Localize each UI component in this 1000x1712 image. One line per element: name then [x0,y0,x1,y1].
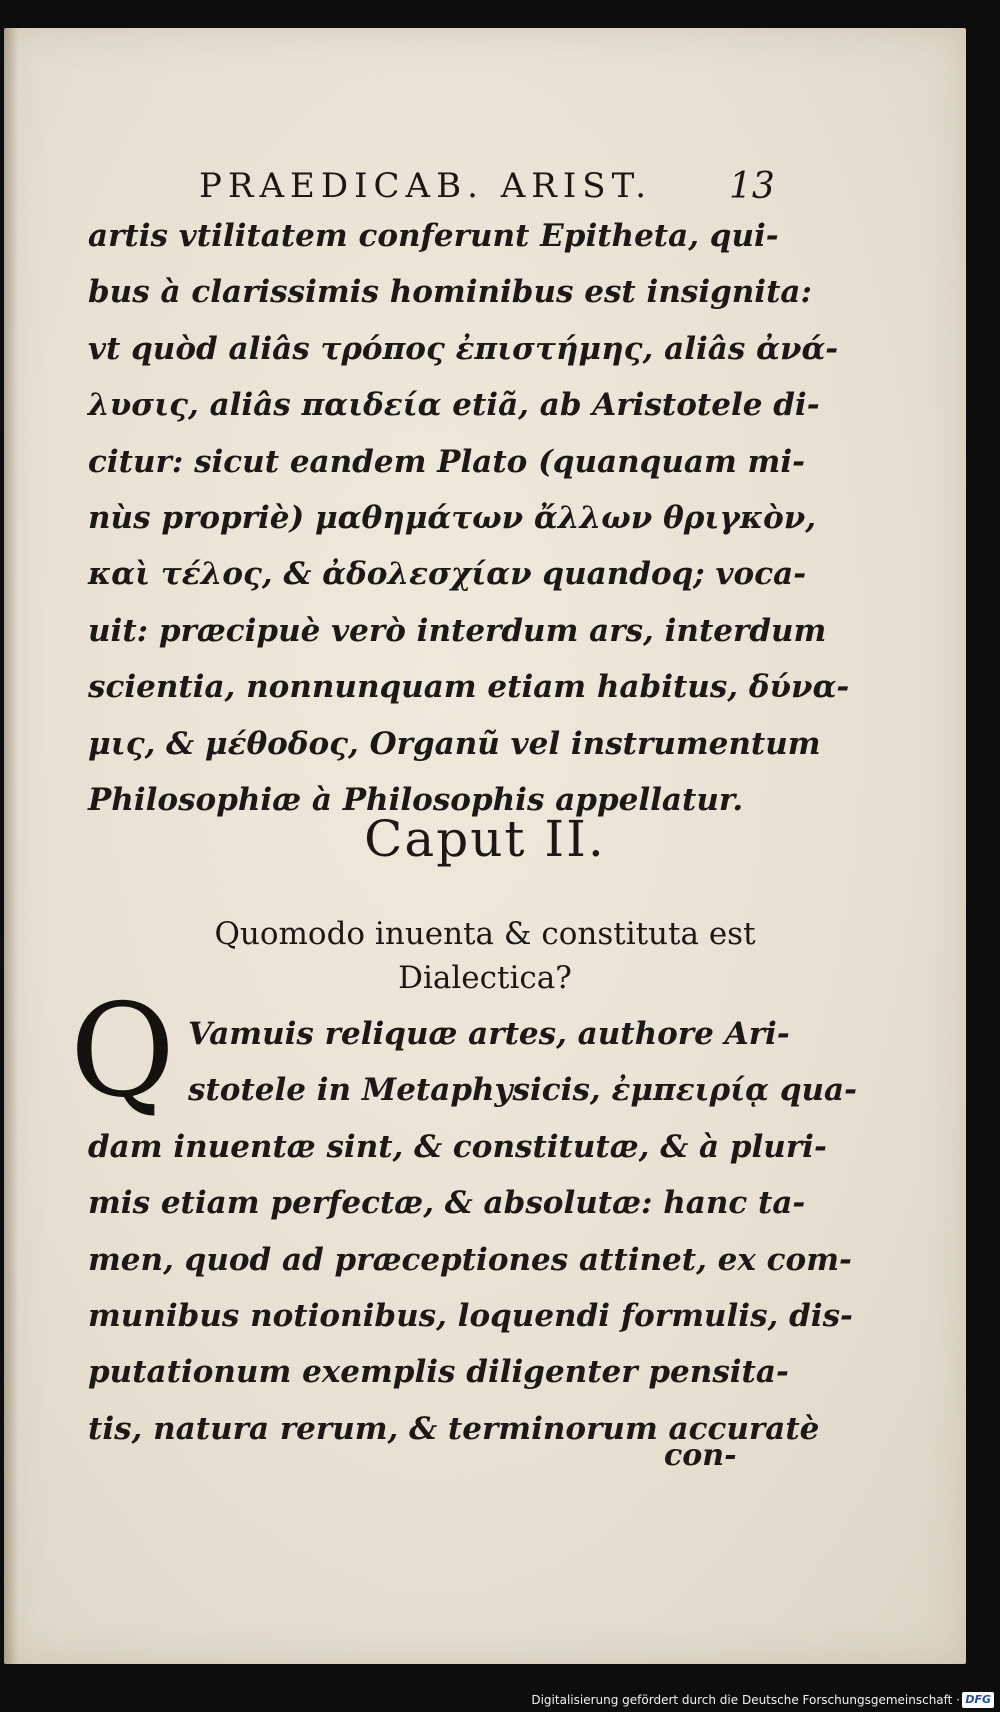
catchword: con- [664,1438,737,1473]
text-line: munibus notionibus, loquendi formulis, dis- [88,1297,853,1334]
text-line: mis etiam perfectæ, & absolutæ: hanc ta- [88,1185,806,1222]
drop-cap: Q [70,977,175,1126]
chapter-heading: Caput II. [364,810,606,868]
text-line: tis, natura rerum, & terminorum accuratè [88,1410,820,1447]
text-line: scientia, nonnunquam etiam habitus, δύνα- [88,669,850,706]
text-line: citur: sicut eandem Plato (quanquam mi- [88,443,805,480]
text-line: men, quod ad præceptiones attinet, ex com- [88,1241,852,1278]
text-line: λυσις, aliâs παιδεία etiã, ab Aristotele di- [88,387,820,424]
footer-credit: Digitalisierung gefördert durch die Deutsche Forschungsgemeinschaft · [531,1693,960,1707]
page-number: 13 [729,166,775,207]
text-line: artis vtilitatem conferunt Epitheta, qui- [88,218,779,254]
text-line: putationum exemplis diligenter pensita- [88,1354,789,1391]
running-title: PRAEDICAB. ARIST. [199,166,653,206]
text-line: vt quòd aliâs τρόπος ἐπιστήμης, aliâs ἀνά- [88,330,839,367]
book-page [4,28,966,1664]
running-header [199,166,779,206]
text-line: καὶ τέλος, & ἀδολεσχίαν quandoq; voca- [88,556,807,593]
paragraph-2 [88,1006,857,1457]
text-line: dam inuentæ sint, & constitutæ, & à pluri- [88,1128,827,1165]
text-line: bus à clarissimis hominibus est insignita: [88,274,812,311]
text-line: stotele in Metaphysicis, ἐμπειρίᾳ qua- [188,1072,857,1109]
text-line: Vamuis reliquæ artes, authore Ari- [188,1016,790,1052]
text-line: nùs propriè) μαθημάτων ἄλλων θριγκὸν, [88,499,817,536]
text-line: Philosophiæ à Philosophis appellatur. [88,781,744,818]
text-line: uit: præcipuè verò interdum ars, interdum [88,612,827,649]
chapter-subtitle-line-1: Quomodo inuenta & constituta est [214,916,756,952]
footer-bar [0,1686,1000,1712]
dfg-logo-icon: DFG [962,1692,994,1708]
chapter-subtitle-line-2: Dialectica? [398,960,572,996]
paragraph-1 [88,208,850,828]
text-line: μις, & μέθοδος, Organũ vel instrumentum [88,725,821,762]
